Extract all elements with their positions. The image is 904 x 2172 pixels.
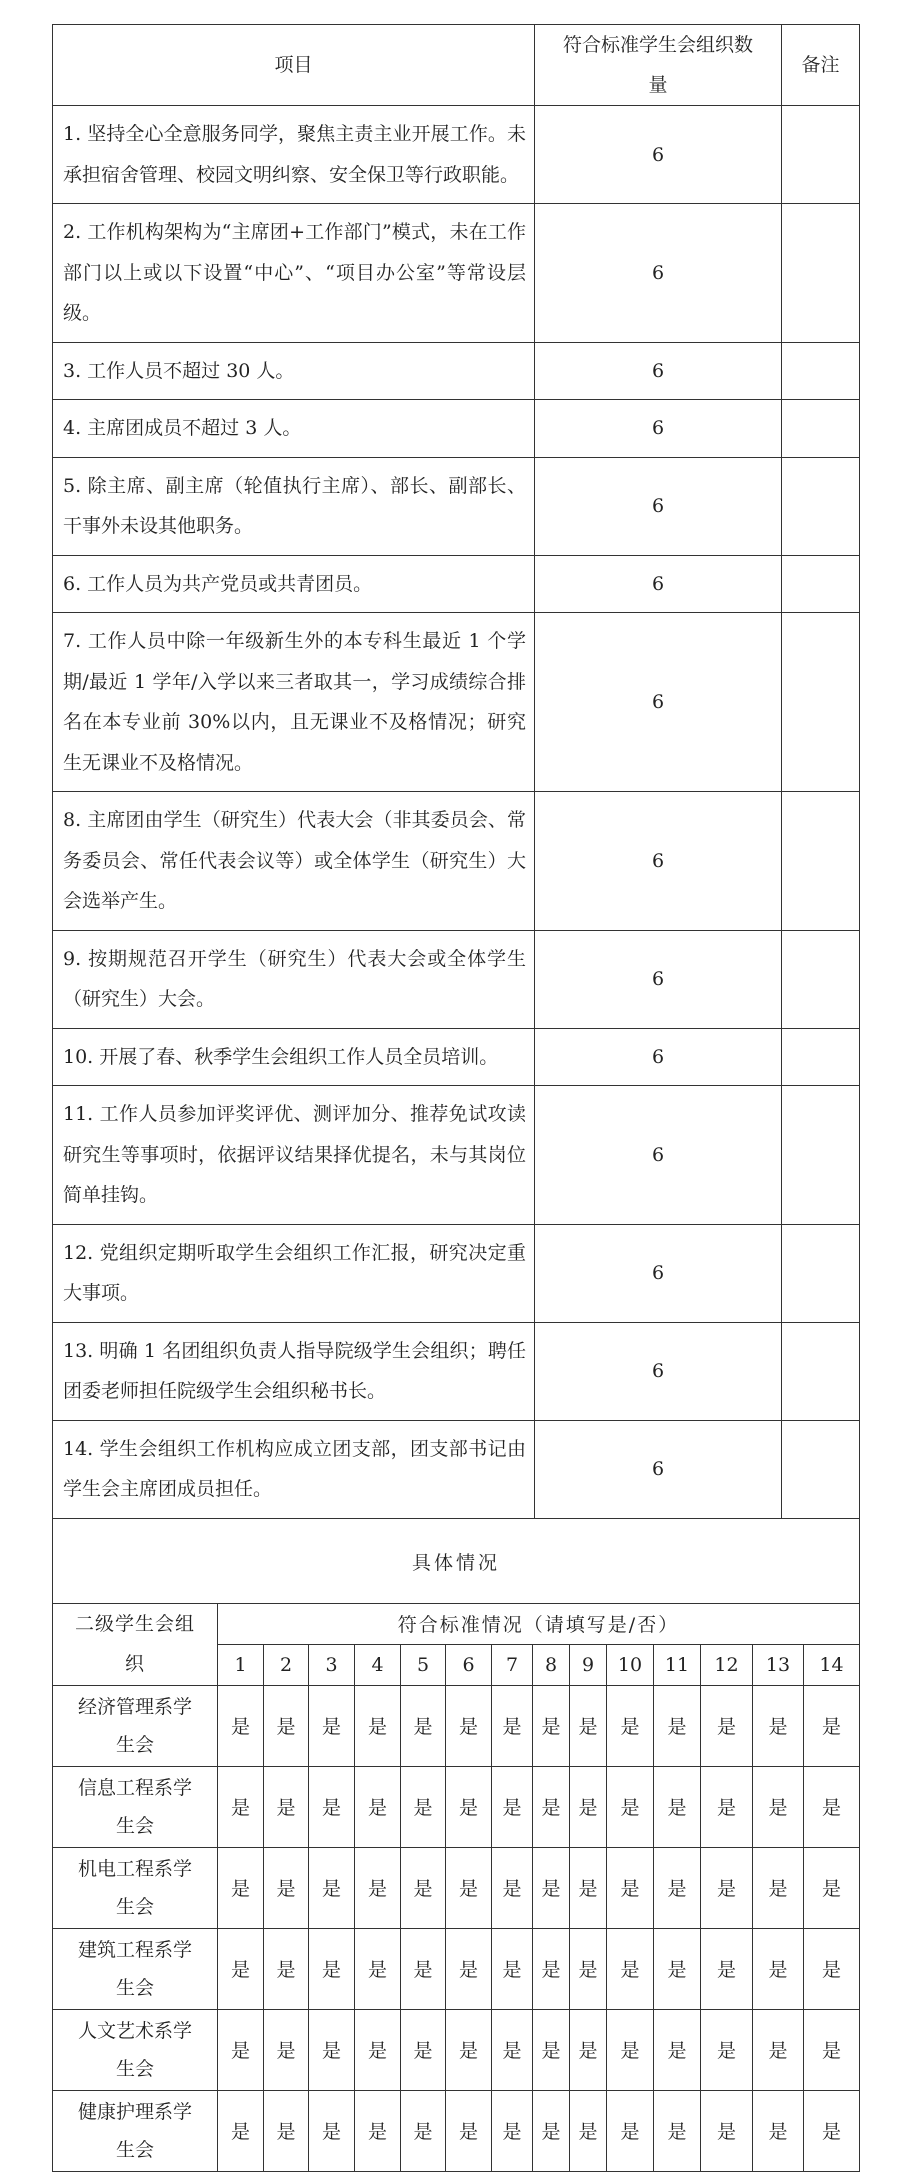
- compliance-cell: 是: [446, 1928, 492, 2009]
- criteria-number: 5: [401, 1644, 446, 1685]
- org-name: 机电工程系学生会: [53, 1847, 218, 1928]
- criteria-number: 13: [753, 1644, 804, 1685]
- compliance-cell: 是: [654, 1928, 701, 2009]
- compliance-cell: 是: [401, 1766, 446, 1847]
- criteria-text: 13. 明确 1 名团组织负责人指导院级学生会组织；聘任团委老师担任院级学生会组织秘书长。: [53, 1322, 535, 1420]
- criteria-row: [53, 400, 860, 458]
- compliance-cell: 是: [446, 1847, 492, 1928]
- compliance-cell: 是: [218, 1847, 264, 1928]
- document: [52, 24, 859, 2172]
- compliance-cell: 是: [607, 2009, 654, 2090]
- compliance-cell: 是: [753, 1928, 804, 2009]
- compliance-cell: 是: [753, 1766, 804, 1847]
- compliance-cell: 是: [701, 1847, 753, 1928]
- compliance-cell: 是: [492, 1685, 533, 1766]
- compliance-cell: 是: [753, 2009, 804, 2090]
- criteria-number: 10: [607, 1644, 654, 1685]
- compliance-cell: 是: [804, 1928, 860, 2009]
- org-row: [53, 2009, 860, 2090]
- criteria-text: 9. 按期规范召开学生（研究生）代表大会或全体学生（研究生）大会。: [53, 930, 535, 1028]
- compliance-cell: 是: [401, 1928, 446, 2009]
- compliance-cell: 是: [570, 1685, 607, 1766]
- compliance-cell: 是: [533, 1847, 570, 1928]
- criteria-row: [53, 555, 860, 613]
- org-name: 建筑工程系学生会: [53, 1928, 218, 2009]
- compliance-cell: 是: [264, 2090, 309, 2171]
- criteria-note: [782, 1028, 860, 1086]
- header-note: 备注: [782, 25, 860, 106]
- criteria-row: [53, 1086, 860, 1225]
- criteria-note: [782, 613, 860, 792]
- compliance-cell: 是: [701, 1928, 753, 2009]
- compliance-cell: 是: [355, 1685, 401, 1766]
- compliance-cell: 是: [533, 1685, 570, 1766]
- compliance-cell: 是: [753, 1685, 804, 1766]
- criteria-number: 1: [218, 1644, 264, 1685]
- compliance-cell: 是: [309, 1685, 355, 1766]
- org-name: 经济管理系学生会: [53, 1685, 218, 1766]
- org-row: [53, 1847, 860, 1928]
- criteria-count: 6: [535, 400, 782, 458]
- criteria-note: [782, 1420, 860, 1518]
- compliance-cell: 是: [654, 1685, 701, 1766]
- compliance-cell: 是: [264, 1847, 309, 1928]
- criteria-text: 4. 主席团成员不超过 3 人。: [53, 400, 535, 458]
- criteria-note: [782, 930, 860, 1028]
- compliance-cell: 是: [701, 1685, 753, 1766]
- compliance-cell: 是: [654, 1766, 701, 1847]
- criteria-count: 6: [535, 106, 782, 204]
- compliance-cell: 是: [570, 1766, 607, 1847]
- criteria-row: [53, 792, 860, 931]
- compliance-cell: 是: [533, 2009, 570, 2090]
- criteria-note: [782, 400, 860, 458]
- compliance-cell: 是: [492, 1766, 533, 1847]
- criteria-count: 6: [535, 1086, 782, 1225]
- compliance-cell: 是: [533, 1928, 570, 2009]
- compliance-cell: 是: [701, 1766, 753, 1847]
- header-count: 符合标准学生会组织数量: [535, 25, 782, 106]
- org-row: [53, 1685, 860, 1766]
- criteria-note: [782, 204, 860, 343]
- compliance-cell: 是: [218, 2090, 264, 2171]
- criteria-row: [53, 930, 860, 1028]
- standard-header: 符合标准情况（请填写是/否）: [218, 1603, 860, 1644]
- criteria-text: 8. 主席团由学生（研究生）代表大会（非其委员会、常务委员会、常任代表会议等）或全体学生（研究生）大会选举产生。: [53, 792, 535, 931]
- compliance-cell: 是: [264, 2009, 309, 2090]
- compliance-cell: 是: [401, 1847, 446, 1928]
- compliance-cell: 是: [804, 2009, 860, 2090]
- criteria-number: 11: [654, 1644, 701, 1685]
- details-header-row: [53, 1603, 860, 1644]
- criteria-row: [53, 1224, 860, 1322]
- criteria-row: [53, 106, 860, 204]
- criteria-note: [782, 1086, 860, 1225]
- compliance-cell: 是: [607, 2090, 654, 2171]
- compliance-cell: 是: [570, 1847, 607, 1928]
- compliance-cell: 是: [446, 2090, 492, 2171]
- criteria-text: 14. 学生会组织工作机构应成立团支部，团支部书记由学生会主席团成员担任。: [53, 1420, 535, 1518]
- criteria-count: 6: [535, 1224, 782, 1322]
- compliance-cell: 是: [570, 1928, 607, 2009]
- criteria-row: [53, 613, 860, 792]
- compliance-cell: 是: [607, 1685, 654, 1766]
- compliance-cell: 是: [446, 1766, 492, 1847]
- compliance-cell: 是: [401, 1685, 446, 1766]
- compliance-cell: 是: [753, 1847, 804, 1928]
- criteria-row: [53, 1028, 860, 1086]
- compliance-cell: 是: [218, 1928, 264, 2009]
- compliance-cell: 是: [804, 1847, 860, 1928]
- criteria-text: 2. 工作机构架构为“主席团+工作部门”模式，未在工作部门以上或以下设置“中心”、“项目办公室”等常设层级。: [53, 204, 535, 343]
- compliance-cell: 是: [753, 2090, 804, 2171]
- compliance-cell: 是: [570, 2009, 607, 2090]
- criteria-number: 4: [355, 1644, 401, 1685]
- section-title-row: [53, 1518, 860, 1604]
- criteria-number: 7: [492, 1644, 533, 1685]
- compliance-cell: 是: [533, 1766, 570, 1847]
- compliance-cell: 是: [355, 2009, 401, 2090]
- compliance-cell: 是: [401, 2090, 446, 2171]
- compliance-cell: 是: [309, 2009, 355, 2090]
- compliance-cell: 是: [607, 1847, 654, 1928]
- compliance-cell: 是: [446, 1685, 492, 1766]
- criteria-count: 6: [535, 792, 782, 931]
- criteria-number: 3: [309, 1644, 355, 1685]
- compliance-cell: 是: [264, 1685, 309, 1766]
- org-row: [53, 1766, 860, 1847]
- compliance-cell: 是: [804, 2090, 860, 2171]
- criteria-row: [53, 342, 860, 400]
- criteria-note: [782, 792, 860, 931]
- org-row: [53, 1928, 860, 2009]
- criteria-number: 12: [701, 1644, 753, 1685]
- compliance-cell: 是: [701, 2009, 753, 2090]
- compliance-cell: 是: [264, 1766, 309, 1847]
- criteria-count: 6: [535, 342, 782, 400]
- criteria-number: 6: [446, 1644, 492, 1685]
- criteria-text: 6. 工作人员为共产党员或共青团员。: [53, 555, 535, 613]
- details-table: [52, 1603, 860, 2172]
- criteria-header-row: [53, 25, 860, 106]
- compliance-cell: 是: [570, 2090, 607, 2171]
- compliance-cell: 是: [355, 1928, 401, 2009]
- compliance-cell: 是: [804, 1766, 860, 1847]
- criteria-count: 6: [535, 613, 782, 792]
- compliance-cell: 是: [355, 1847, 401, 1928]
- criteria-count: 6: [535, 1028, 782, 1086]
- compliance-cell: 是: [607, 1766, 654, 1847]
- compliance-cell: 是: [492, 2009, 533, 2090]
- criteria-row: [53, 1420, 860, 1518]
- compliance-cell: 是: [218, 1685, 264, 1766]
- compliance-cell: 是: [355, 2090, 401, 2171]
- criteria-count: 6: [535, 457, 782, 555]
- criteria-note: [782, 106, 860, 204]
- header-item: 项目: [53, 25, 535, 106]
- org-row: [53, 2090, 860, 2171]
- criteria-number: 14: [804, 1644, 860, 1685]
- criteria-text: 5. 除主席、副主席（轮值执行主席）、部长、副部长、干事外未设其他职务。: [53, 457, 535, 555]
- criteria-text: 12. 党组织定期听取学生会组织工作汇报，研究决定重大事项。: [53, 1224, 535, 1322]
- compliance-cell: 是: [218, 1766, 264, 1847]
- criteria-row: [53, 204, 860, 343]
- compliance-cell: 是: [446, 2009, 492, 2090]
- compliance-cell: 是: [533, 2090, 570, 2171]
- compliance-cell: 是: [309, 1928, 355, 2009]
- compliance-cell: 是: [309, 2090, 355, 2171]
- criteria-count: 6: [535, 930, 782, 1028]
- compliance-cell: 是: [309, 1766, 355, 1847]
- org-name: 健康护理系学生会: [53, 2090, 218, 2171]
- compliance-cell: 是: [492, 1928, 533, 2009]
- compliance-cell: 是: [607, 1928, 654, 2009]
- criteria-count: 6: [535, 204, 782, 343]
- criteria-row: [53, 1322, 860, 1420]
- org-name: 信息工程系学生会: [53, 1766, 218, 1847]
- criteria-note: [782, 1224, 860, 1322]
- compliance-cell: 是: [355, 1766, 401, 1847]
- criteria-count: 6: [535, 1420, 782, 1518]
- compliance-cell: 是: [654, 2009, 701, 2090]
- org-name: 人文艺术系学生会: [53, 2009, 218, 2090]
- criteria-text: 7. 工作人员中除一年级新生外的本专科生最近 1 个学期/最近 1 学年/入学以来三者取其一，学习成绩综合排名在本专业前 30%以内，且无课业不及格情况；研究生无课业不及格情况。: [53, 613, 535, 792]
- criteria-note: [782, 1322, 860, 1420]
- criteria-text: 10. 开展了春、秋季学生会组织工作人员全员培训。: [53, 1028, 535, 1086]
- compliance-cell: 是: [804, 1685, 860, 1766]
- compliance-cell: 是: [492, 2090, 533, 2171]
- org-header: 二级学生会组织: [53, 1603, 218, 1685]
- compliance-cell: 是: [309, 1847, 355, 1928]
- criteria-note: [782, 342, 860, 400]
- criteria-text: 3. 工作人员不超过 30 人。: [53, 342, 535, 400]
- criteria-table: [52, 24, 860, 1604]
- criteria-row: [53, 457, 860, 555]
- compliance-cell: 是: [654, 2090, 701, 2171]
- criteria-count: 6: [535, 555, 782, 613]
- compliance-cell: 是: [218, 2009, 264, 2090]
- compliance-cell: 是: [701, 2090, 753, 2171]
- criteria-number: 8: [533, 1644, 570, 1685]
- criteria-note: [782, 457, 860, 555]
- compliance-cell: 是: [401, 2009, 446, 2090]
- criteria-text: 1. 坚持全心全意服务同学，聚焦主责主业开展工作。未承担宿舍管理、校园文明纠察、安全保卫等行政职能。: [53, 106, 535, 204]
- criteria-note: [782, 555, 860, 613]
- section-title: 具体情况: [53, 1518, 860, 1604]
- compliance-cell: 是: [492, 1847, 533, 1928]
- compliance-cell: 是: [654, 1847, 701, 1928]
- criteria-text: 11. 工作人员参加评奖评优、测评加分、推荐免试攻读研究生等事项时，依据评议结果择优提名，未与其岗位简单挂钩。: [53, 1086, 535, 1225]
- compliance-cell: 是: [264, 1928, 309, 2009]
- criteria-number: 9: [570, 1644, 607, 1685]
- criteria-count: 6: [535, 1322, 782, 1420]
- criteria-number: 2: [264, 1644, 309, 1685]
